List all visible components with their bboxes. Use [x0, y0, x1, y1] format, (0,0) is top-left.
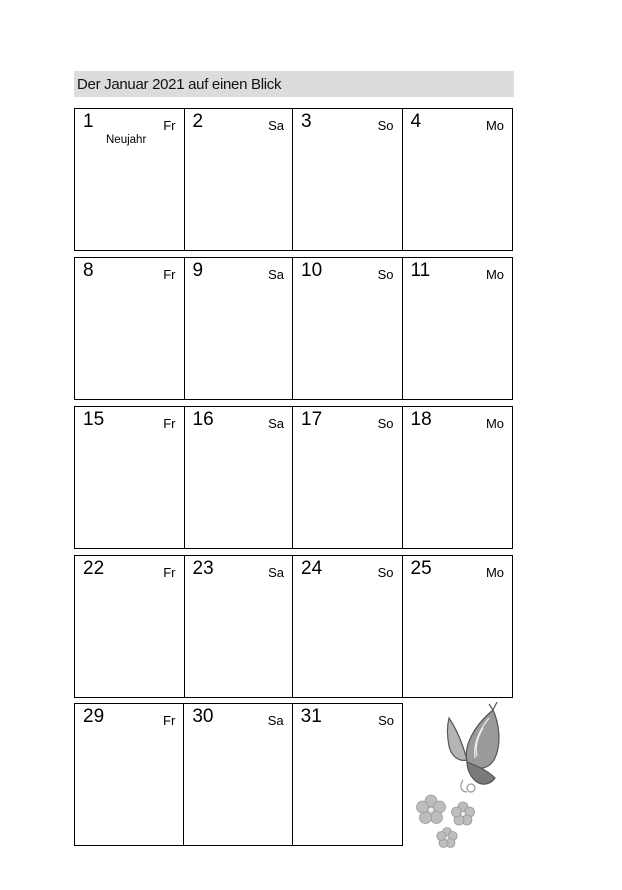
day-number: 15 — [83, 409, 105, 430]
weekday-label: Mo — [485, 267, 504, 282]
day-number: 8 — [83, 260, 94, 281]
day-number: 29 — [83, 706, 105, 727]
day-number: 23 — [192, 558, 214, 579]
day-cell — [185, 258, 294, 399]
weekday-label: Fr — [163, 267, 176, 282]
day-cell — [293, 407, 403, 548]
day-number: 25 — [410, 558, 432, 579]
page-title: Der Januar 2021 auf einen Blick — [74, 71, 514, 97]
day-number: 1 — [83, 111, 94, 132]
day-number: 2 — [192, 111, 204, 132]
day-number: 18 — [410, 409, 432, 430]
weekday-label: Mo — [485, 416, 504, 431]
weekday-label: So — [377, 118, 394, 133]
calendar-week — [74, 257, 513, 400]
day-cell — [185, 407, 294, 548]
weekday-label: Fr — [163, 416, 176, 431]
day-number: 4 — [410, 111, 422, 132]
day-number: 3 — [301, 111, 312, 132]
weekday-label: So — [377, 267, 394, 282]
day-number: 9 — [192, 260, 204, 281]
day-number: 31 — [300, 706, 322, 727]
weekday-label: So — [378, 713, 394, 728]
weekday-label: So — [377, 416, 394, 431]
weekday-label: Fr — [163, 713, 176, 728]
day-cell — [75, 258, 185, 399]
day-cell — [75, 407, 185, 548]
day-cell — [184, 704, 292, 845]
day-number: 24 — [301, 558, 323, 579]
weekday-label: Fr — [163, 118, 176, 133]
calendar-week — [74, 108, 513, 251]
weekday-label: Sa — [268, 118, 284, 133]
day-cell — [75, 556, 185, 697]
day-cell — [185, 109, 294, 250]
calendar-week — [74, 703, 403, 846]
day-cell — [293, 556, 403, 697]
day-number: 11 — [410, 260, 431, 281]
weekday-label: Sa — [268, 416, 284, 431]
weekday-label: Sa — [267, 713, 284, 728]
butterfly-flowers-decoration — [405, 700, 515, 855]
day-cell — [185, 556, 294, 697]
butterfly-icon — [448, 702, 499, 792]
day-cell — [75, 109, 185, 250]
day-number: 17 — [301, 409, 323, 430]
flower-icon — [417, 795, 475, 848]
weekday-label: So — [377, 565, 394, 580]
day-number: 30 — [192, 706, 214, 727]
weekday-label: Sa — [268, 267, 284, 282]
calendar-week — [74, 555, 513, 698]
day-cell — [75, 704, 184, 845]
day-cell — [403, 556, 513, 697]
holiday-label: Neujahr — [106, 134, 147, 146]
day-cell — [403, 407, 513, 548]
day-cell — [293, 704, 402, 845]
weekday-label: Mo — [485, 118, 504, 133]
day-cell — [293, 109, 403, 250]
weekday-label: Mo — [485, 565, 504, 580]
day-number: 22 — [83, 558, 105, 579]
day-cell — [293, 258, 403, 399]
day-cell — [403, 258, 513, 399]
day-number: 10 — [301, 260, 323, 281]
weekday-label: Fr — [163, 565, 176, 580]
calendar-week — [74, 406, 513, 549]
weekday-label: Sa — [268, 565, 284, 580]
day-cell — [403, 109, 513, 250]
day-number: 16 — [192, 409, 214, 430]
